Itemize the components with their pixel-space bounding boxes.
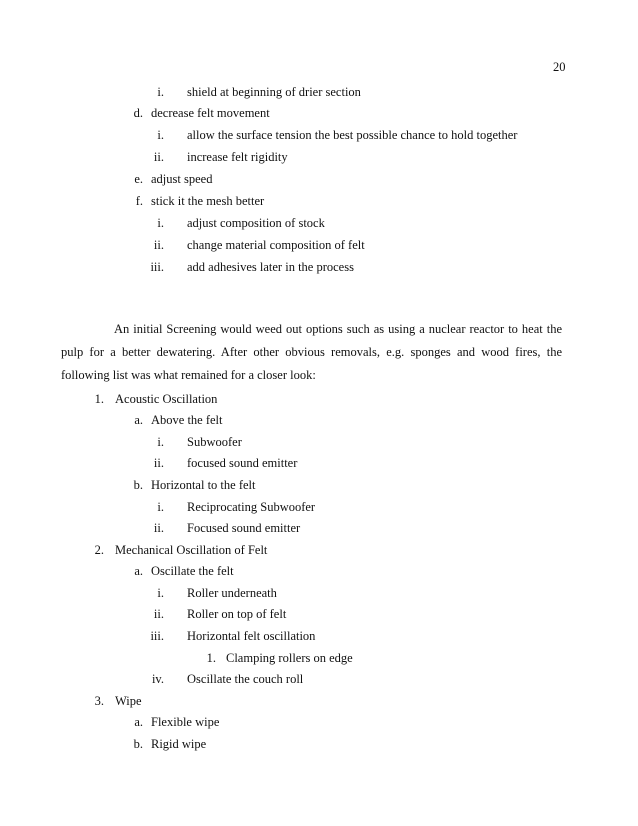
page-number: 20 [553,60,566,74]
body-paragraph: An initial Screening would weed out options such as using a nuclear reactor to heat the pulp for a better dewatering. After other obvious removals, e.g. sponges and wood fires, the following list was what remained for a closer look: [61,322,562,382]
document-page: 20 i. shield at beginning of drier section d. decrease felt movement i. allow the surface tension the best possible chance to hold together ii. increase felt rigidity e. adjust speed f. stick it the mesh better i. adjust composition of stock ii. change material composition of felt iii. add adhesives later in the process An initial Screening would weed out options such as using a nuclear reactor to heat the pulp for a better dewatering. After other obvious removals, e.g. sponges and wood fires, the following list was what remained for a closer look: 1. Acoustic Oscillation a. Above the felt i. Subwoofer ii. focused sound emitter b. Horizontal to the felt i. Reciprocating Subwoofer ii. Focused sound emitter 2. Mechanical Oscillation of Felt a. Oscillate the felt i. Roller underneath ii. Roller on top of felt iii. Horizontal felt oscillation 1. Clamping rollers on edge iv. Oscillate the couch roll 3. Wipe a. Flexible wipe b. Rigid wipe [61,60,566,751]
